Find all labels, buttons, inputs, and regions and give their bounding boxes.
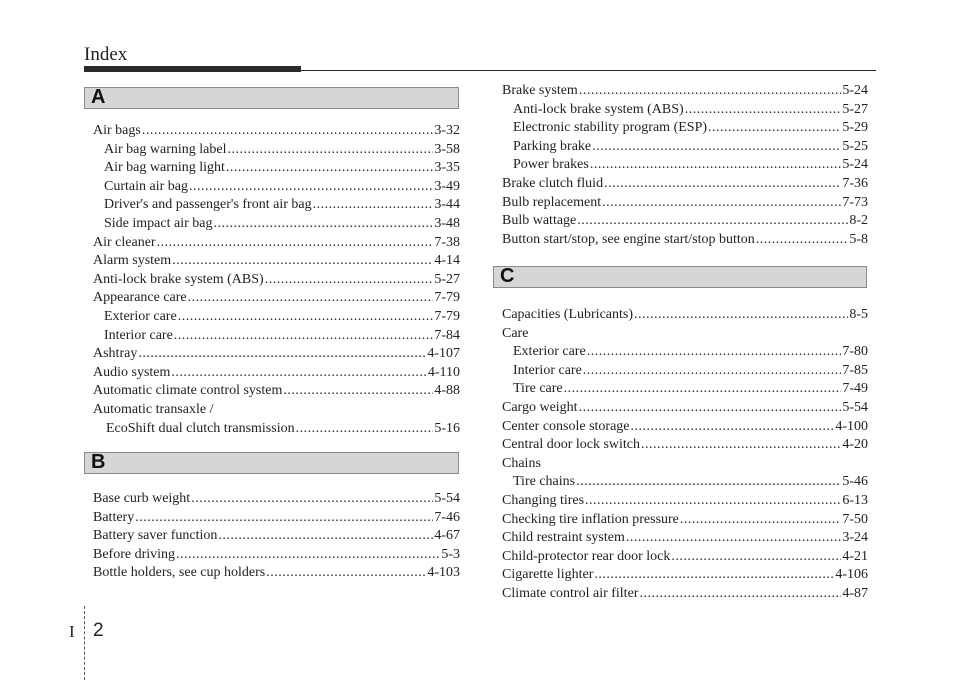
index-entry: [93, 140, 460, 160]
footer-page-number: 2: [93, 620, 104, 641]
dot-leader: [583, 361, 842, 381]
index-entry: [93, 419, 460, 439]
index-entry-text: Battery: [93, 509, 135, 525]
footer-section-letter: I: [69, 622, 75, 641]
dot-leader: [188, 288, 434, 308]
index-entry-text: Curtain air bag: [104, 178, 188, 194]
index-entry-page: 7-46: [434, 509, 460, 525]
index-entry-page: 4-110: [427, 364, 460, 380]
index-entry: [93, 251, 460, 271]
index-entry-text: Automatic transaxle /: [93, 402, 214, 417]
index-entry-text: Interior care: [104, 327, 173, 343]
index-entry-text: Side impact air bag: [104, 216, 213, 231]
index-entry-page: 5-29: [842, 120, 868, 136]
index-entry: [502, 584, 868, 604]
index-entry-text: Checking tire inflation pressure: [502, 511, 679, 527]
index-entry: [502, 398, 868, 418]
index-entry-page: 7-84: [434, 327, 460, 343]
dot-leader: [641, 435, 841, 455]
index-entry-text: Air bag warning label: [104, 141, 227, 157]
index-entry-text: Chains: [502, 455, 541, 471]
index-entry: [93, 158, 460, 178]
index-entry: [93, 177, 460, 197]
index-entry-text: Air bag warning light: [104, 160, 225, 176]
index-entry-page: 5-24: [842, 157, 868, 173]
index-entry-text: Exterior care: [513, 344, 586, 360]
index-entry: [502, 137, 868, 157]
index-entry-text: Changing tires: [502, 493, 585, 508]
dot-leader: [176, 545, 440, 565]
index-entry-text: Electronic stability program (ESP): [513, 120, 708, 136]
index-entry-text: Center console storage: [502, 418, 630, 434]
index-entry-page: 5-54: [842, 400, 868, 415]
index-entry: [93, 381, 460, 401]
index-entry-page: 5-54: [434, 491, 460, 506]
index-entry-text: Appearance care: [93, 290, 187, 306]
index-entry: [93, 270, 460, 290]
dot-leader: [564, 379, 842, 399]
index-entry: [93, 344, 460, 364]
index-entry: [93, 121, 460, 141]
index-entry-text: Automatic climate control system: [93, 383, 283, 399]
index-entry-text: Alarm system: [93, 253, 172, 269]
index-entry-page: 3-49: [434, 178, 460, 194]
index-entry-text: Exterior care: [104, 309, 177, 324]
index-entry-text: Air bags: [93, 123, 141, 138]
index-entry-text: Ashtray: [93, 346, 138, 362]
index-entry-text: Child-protector rear door lock: [502, 548, 671, 564]
index-entry-text: Audio system: [93, 364, 171, 380]
header-rule-thin: [301, 70, 876, 71]
dot-leader: [265, 270, 434, 290]
index-entry-page: 4-103: [427, 565, 460, 581]
index-entry-text: Central door lock switch: [502, 437, 641, 453]
index-entry: [502, 193, 868, 213]
index-entry-text: Battery saver function: [93, 528, 218, 544]
index-entry: [93, 288, 460, 308]
dot-leader: [671, 547, 841, 567]
dot-leader: [634, 305, 848, 325]
index-entry: [93, 363, 460, 383]
index-entry: [93, 307, 460, 327]
dot-leader: [579, 81, 842, 101]
index-entry: [502, 100, 868, 120]
dot-leader: [590, 155, 842, 175]
index-entry-text: Cargo weight: [502, 400, 578, 415]
index-entry: [502, 472, 868, 492]
index-entry-text: Power brakes: [513, 157, 589, 173]
dot-leader: [592, 137, 841, 157]
index-entry-page: 4-100: [835, 418, 868, 434]
dot-leader: [594, 565, 834, 585]
dot-leader: [639, 584, 841, 604]
index-entry-text: Before driving: [93, 546, 176, 562]
dot-leader: [226, 158, 433, 178]
index-entry-text: Cigarette lighter: [502, 567, 594, 583]
index-entry-text: Driver's and passenger's front air bag: [104, 197, 312, 213]
index-entry-page: 5-3: [441, 546, 460, 562]
index-entry-page: 5-16: [434, 420, 460, 436]
index-entry: [502, 305, 868, 325]
index-entry-page: 7-49: [842, 381, 868, 397]
index-entry-page: 3-35: [434, 160, 460, 176]
section-letter: B: [91, 451, 106, 473]
index-entry-page: 5-27: [842, 101, 868, 117]
index-entry: [502, 118, 868, 138]
index-entry-page: 7-73: [842, 194, 868, 210]
index-entry-page: 8-2: [849, 213, 868, 229]
index-entry: [502, 211, 868, 231]
dot-leader: [579, 398, 842, 418]
dot-leader: [171, 363, 426, 383]
index-entry: [502, 435, 868, 455]
index-entry-page: 4-20: [842, 437, 868, 453]
index-entry-text: Air cleaner: [93, 234, 156, 250]
dot-leader: [685, 100, 842, 120]
index-entry: [93, 545, 460, 565]
index-entry: [502, 342, 868, 362]
index-entry-page: 6-13: [842, 493, 868, 508]
dot-leader: [626, 528, 841, 548]
index-entry: [502, 417, 868, 437]
index-entry-page: 7-85: [842, 362, 868, 378]
index-entry-page: 8-5: [849, 307, 868, 322]
index-entry: [93, 326, 460, 346]
index-entry-page: 3-44: [434, 197, 460, 213]
index-entry-text: Tire chains: [513, 474, 576, 490]
dot-leader: [756, 230, 849, 250]
dot-leader: [585, 491, 841, 511]
dot-leader: [680, 510, 841, 530]
dot-leader: [313, 195, 434, 215]
index-entry-page: 5-25: [842, 138, 868, 154]
index-entry-text: Tire care: [513, 381, 563, 397]
index-entry: [502, 528, 868, 548]
dot-leader: [157, 233, 434, 253]
dot-leader: [142, 121, 434, 141]
index-entry: [502, 454, 868, 474]
index-entry-page: 7-80: [842, 344, 868, 360]
dot-leader: [135, 508, 433, 528]
index-entry: [502, 324, 868, 344]
index-entry-page: 4-88: [434, 383, 460, 399]
index-entry-text: EcoShift dual clutch transmission: [106, 420, 295, 436]
section-band: [84, 87, 459, 109]
dot-leader: [227, 140, 433, 160]
dot-leader: [602, 193, 841, 213]
dot-leader: [587, 342, 842, 362]
dot-leader: [296, 419, 434, 439]
index-entry-page: 3-24: [842, 530, 868, 546]
index-entry-text: Parking brake: [513, 138, 592, 154]
index-entry: [93, 489, 460, 509]
dot-leader: [178, 307, 434, 327]
index-entry-text: Capacities (Lubricants): [502, 307, 634, 322]
index-entry-page: 4-106: [835, 567, 868, 583]
dot-leader: [283, 381, 433, 401]
dot-leader: [174, 326, 434, 346]
index-entry-page: 5-24: [842, 83, 868, 98]
index-entry-page: 7-79: [434, 290, 460, 306]
index-entry: [502, 510, 868, 530]
index-entry-page: 4-67: [434, 528, 460, 544]
index-entry: [93, 508, 460, 528]
dot-leader: [189, 177, 433, 197]
index-entry-text: Climate control air filter: [502, 586, 639, 601]
index-entry-page: 3-58: [434, 141, 460, 157]
dot-leader: [172, 251, 433, 271]
index-entry-page: 4-14: [434, 253, 460, 269]
index-entry-text: Brake system: [502, 83, 578, 98]
index-entry-text: Bottle holders, see cup holders: [93, 565, 266, 581]
page-title: Index: [84, 44, 128, 65]
dot-leader: [577, 211, 848, 231]
index-entry: [502, 547, 868, 567]
index-entry-text: Bulb wattage: [502, 213, 577, 229]
index-entry: [502, 491, 868, 511]
dot-leader: [604, 174, 841, 194]
index-entry-page: 4-107: [427, 346, 460, 362]
dot-leader: [708, 118, 841, 138]
index-entry: [93, 563, 460, 583]
index-entry-text: Interior care: [513, 362, 582, 378]
dot-leader: [631, 417, 835, 437]
index-entry-page: 5-46: [842, 474, 868, 490]
index-entry: [502, 81, 868, 101]
index-entry: [502, 361, 868, 381]
index-entry-text: Child restraint system: [502, 530, 625, 546]
header-rule-thick: [84, 66, 301, 72]
index-entry-text: Anti-lock brake system (ABS): [513, 101, 684, 117]
index-entry-page: 7-79: [434, 309, 460, 324]
section-letter: A: [91, 86, 106, 108]
section-letter: C: [500, 265, 515, 287]
index-entry-text: Bulb replacement: [502, 194, 602, 210]
index-entry-text: Base curb weight: [93, 491, 191, 506]
index-entry-page: 7-50: [842, 511, 868, 527]
index-entry: [93, 195, 460, 215]
index-entry: [502, 174, 868, 194]
index-entry-text: Anti-lock brake system (ABS): [93, 271, 264, 287]
index-entry: [502, 155, 868, 175]
index-entry-page: 3-48: [434, 216, 460, 231]
section-band: [493, 266, 867, 288]
index-entry-page: 5-8: [849, 231, 868, 247]
index-entry: [502, 379, 868, 399]
index-entry: [502, 565, 868, 585]
index-entry: [93, 526, 460, 546]
dot-leader: [213, 214, 433, 234]
index-entry: [93, 233, 460, 253]
index-entry-page: 5-27: [434, 271, 460, 287]
dot-leader: [266, 563, 426, 583]
index-entry-text: Button start/stop, see engine start/stop button: [502, 231, 755, 247]
dot-leader: [218, 526, 433, 546]
index-entry-page: 7-38: [434, 234, 460, 250]
index-entry-text: Brake clutch fluid: [502, 176, 604, 191]
index-entry-page: 4-21: [842, 548, 868, 564]
index-entry: [502, 230, 868, 250]
index-entry-text: Care: [502, 325, 529, 341]
footer-divider: [84, 606, 86, 680]
index-entry-page: 4-87: [842, 586, 868, 601]
index-entry-page: 3-32: [434, 123, 460, 138]
dot-leader: [191, 489, 433, 509]
index-entry-page: 7-36: [842, 176, 868, 191]
dot-leader: [576, 472, 841, 492]
index-entry: [93, 400, 460, 420]
section-band: [84, 452, 459, 474]
index-entry: [93, 214, 460, 234]
dot-leader: [138, 344, 426, 364]
